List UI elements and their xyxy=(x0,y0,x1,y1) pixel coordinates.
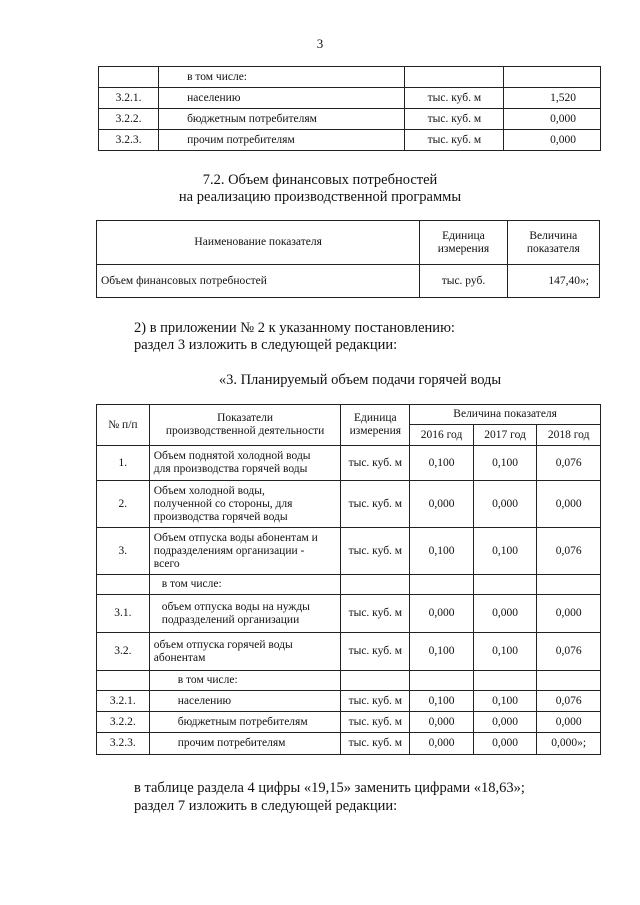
row-value-2016: 0,100 xyxy=(410,633,474,671)
row-value-2016: 0,100 xyxy=(410,446,474,481)
row-number: 3.2.1. xyxy=(99,88,159,109)
row-name: прочим потребителям xyxy=(159,130,405,151)
row-name: населению xyxy=(159,88,405,109)
row-value: 0,000 xyxy=(504,130,601,151)
subheader-row xyxy=(97,671,601,691)
paragraph-section-4: в таблице раздела 4 цифры «19,15» заменить цифрами «18,63»; xyxy=(134,780,525,796)
row-value-2018: 0,076 xyxy=(537,633,601,671)
row-value: 1,520 xyxy=(504,88,601,109)
row-value-2017: 0,100 xyxy=(473,691,537,712)
row-name: Объем финансовых потребностей xyxy=(97,265,420,298)
subheader-cell: в том числе: xyxy=(149,671,341,691)
header-year-2017: 2017 год xyxy=(473,425,537,446)
row-number: 3.2.1. xyxy=(97,691,150,712)
section-3-title: «3. Планируемый объем подачи горячей воды xyxy=(218,372,502,388)
row-name: Объем отпуска воды абонентам и подразделениям организации - всего xyxy=(149,528,341,575)
table-row xyxy=(97,691,601,712)
table-row xyxy=(97,733,601,755)
row-value-2018: 0,076 xyxy=(537,528,601,575)
row-value-2016: 0,000 xyxy=(410,481,474,528)
table-row xyxy=(97,528,601,575)
row-value-2018: 0,076 xyxy=(537,691,601,712)
row-number: 3.2.3. xyxy=(99,130,159,151)
top-table xyxy=(98,66,601,151)
row-number: 1. xyxy=(97,446,150,481)
row-unit: тыс. куб. м xyxy=(341,528,410,575)
header-unit: Единица измерения xyxy=(420,221,507,265)
header-value: Величина показателя xyxy=(507,221,599,265)
section-7-2-title: 7.2. Объем финансовых потребностей на реализацию производственной программы xyxy=(178,172,462,205)
row-value-2018: 0,000 xyxy=(537,481,601,528)
table-row xyxy=(97,265,600,298)
row-number: 3.2.2. xyxy=(97,712,150,733)
table-row xyxy=(97,712,601,733)
header-year-2016: 2016 год xyxy=(410,425,474,446)
row-unit: тыс. куб. м xyxy=(341,691,410,712)
row-value: 0,000 xyxy=(504,109,601,130)
row-unit: тыс. куб. м xyxy=(405,109,504,130)
table-row xyxy=(99,109,601,130)
row-unit: тыс. куб. м xyxy=(341,481,410,528)
table-row xyxy=(99,88,601,109)
row-name: объем отпуска горячей воды абонентам xyxy=(149,633,341,671)
row-value-2017: 0,100 xyxy=(473,633,537,671)
row-value: 147,40»; xyxy=(507,265,599,298)
row-number: 3. xyxy=(97,528,150,575)
table-row xyxy=(97,633,601,671)
row-value-2017: 0,000 xyxy=(473,595,537,633)
row-number: 3.2. xyxy=(97,633,150,671)
paragraph-section-3: раздел 3 изложить в следующей редакции: xyxy=(134,337,398,353)
row-unit: тыс. куб. м xyxy=(341,633,410,671)
subheader-cell: в том числе: xyxy=(159,67,405,88)
row-value-2017: 0,000 xyxy=(473,733,537,755)
row-value-2017: 0,100 xyxy=(473,446,537,481)
table-row xyxy=(97,595,601,633)
header-unit: Единица измерения xyxy=(341,405,410,446)
header-indicator: Показатели производственной деятельности xyxy=(149,405,341,446)
row-value-2016: 0,100 xyxy=(410,528,474,575)
subheader-row xyxy=(97,575,601,595)
row-name: населению xyxy=(149,691,341,712)
row-value-2018: 0,076 xyxy=(537,446,601,481)
row-name: Объем поднятой холодной воды для производства горячей воды xyxy=(149,446,341,481)
header-num: № п/п xyxy=(97,405,150,446)
row-unit: тыс. куб. м xyxy=(405,130,504,151)
row-value-2017: 0,100 xyxy=(473,528,537,575)
row-number: 3.2.2. xyxy=(99,109,159,130)
row-name: бюджетным потребителям xyxy=(159,109,405,130)
row-number: 3.1. xyxy=(97,595,150,633)
row-unit: тыс. куб. м xyxy=(405,88,504,109)
subheader-cell: в том числе: xyxy=(149,575,341,595)
row-value-2016: 0,000 xyxy=(410,712,474,733)
paragraph-appendix-2: 2) в приложении № 2 к указанному постановлению: xyxy=(134,320,455,336)
table-row xyxy=(97,481,601,528)
row-value-2016: 0,100 xyxy=(410,691,474,712)
row-unit: тыс. куб. м xyxy=(341,733,410,755)
row-value-2017: 0,000 xyxy=(473,712,537,733)
financial-table xyxy=(96,220,600,298)
page-number: 3 xyxy=(316,36,324,51)
row-value-2018: 0,000 xyxy=(537,595,601,633)
row-number: 3.2.3. xyxy=(97,733,150,755)
row-number: 2. xyxy=(97,481,150,528)
hot-water-table xyxy=(96,404,601,755)
row-unit: тыс. куб. м xyxy=(341,595,410,633)
row-name: бюджетным потребителям xyxy=(149,712,341,733)
header-value: Величина показателя xyxy=(410,405,601,425)
row-unit: тыс. куб. м xyxy=(341,446,410,481)
table-row xyxy=(97,446,601,481)
row-value-2018: 0,000 xyxy=(537,712,601,733)
row-name: Объем холодной воды, полученной со стороны, для производства горячей воды xyxy=(149,481,341,528)
row-value-2017: 0,000 xyxy=(473,481,537,528)
row-unit: тыс. руб. xyxy=(420,265,507,298)
row-name: прочим потребителям xyxy=(149,733,341,755)
row-unit: тыс. куб. м xyxy=(341,712,410,733)
header-name: Наименование показателя xyxy=(97,221,420,265)
header-year-2018: 2018 год xyxy=(537,425,601,446)
table-row xyxy=(99,130,601,151)
row-value-2016: 0,000 xyxy=(410,733,474,755)
paragraph-section-7: раздел 7 изложить в следующей редакции: xyxy=(134,798,398,814)
row-value-2016: 0,000 xyxy=(410,595,474,633)
row-name: объем отпуска воды на нужды подразделений организации xyxy=(149,595,341,633)
row-value-2018: 0,000»; xyxy=(537,733,601,755)
